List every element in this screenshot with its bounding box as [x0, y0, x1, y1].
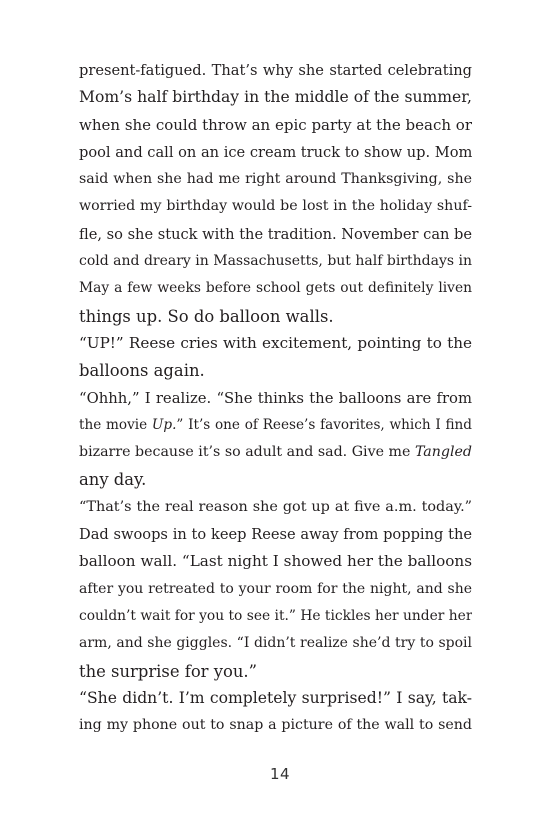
text-run: pool and call on an ice cream truck to show up. Mom	[79, 143, 472, 161]
text-line	[79, 630, 472, 657]
text-run: when she could throw an epic party at the beach or	[79, 115, 472, 134]
text-line	[79, 193, 472, 220]
text-line	[79, 576, 472, 603]
italic-text: Up.	[151, 416, 177, 433]
text-line	[79, 439, 472, 466]
text-run: “She didn’t. I’m completely surprised!” I say, tak-	[79, 688, 472, 707]
text-run: worried my birthday would be lost in the holiday shuf-	[79, 198, 472, 215]
text-line	[79, 84, 472, 111]
text-run: the movie	[79, 416, 152, 433]
text-line	[79, 330, 472, 357]
text-run: couldn’t wait for you to see it.” He tickles her under her	[79, 607, 472, 624]
text-run: ing my phone out to snap a picture of the wall to send	[79, 717, 472, 734]
text-run: said when she had me right around Thanksgiving, she	[79, 171, 472, 188]
text-line	[79, 712, 472, 739]
text-line	[79, 275, 472, 302]
text-line	[79, 521, 472, 548]
text-line	[79, 412, 472, 439]
text-run: “Ohhh,” I realize. “She thinks the balloons are from	[79, 389, 472, 407]
text-line	[79, 466, 472, 493]
page-number: 14	[269, 765, 291, 783]
text-run: arm, and she giggles. “I didn’t realize she’d try to spoil	[79, 635, 472, 652]
text-run: May a few weeks before school gets out definitely liven	[79, 280, 472, 297]
text-line	[79, 357, 472, 384]
text-run: Mom’s half birthday in the middle of the summer,	[79, 88, 472, 107]
text-run: after you retreated to your room for the night, and she	[79, 580, 472, 597]
text-run: balloon wall. “Last night I showed her the balloons	[79, 552, 472, 571]
italic-text: Tangled	[414, 444, 472, 461]
text-line	[79, 494, 472, 521]
text-run: cold and dreary in Massachusetts, but half birthdays in	[79, 253, 472, 270]
text-run: bizarre because it’s so adult and sad. Give me	[79, 444, 415, 461]
text-line	[79, 139, 472, 166]
text-run: fle, so she stuck with the tradition. November can be	[79, 225, 472, 243]
text-run: Dad swoops in to keep Reese away from popping the	[79, 526, 472, 544]
text-run: any day.	[79, 470, 147, 490]
text-run: “UP!” Reese cries with excitement, pointing to the	[79, 333, 472, 352]
body-text	[79, 57, 472, 739]
text-line	[79, 658, 472, 685]
text-line	[79, 603, 472, 630]
text-run: things up. So do balloon walls.	[79, 306, 334, 326]
text-line	[79, 166, 472, 193]
text-run: ” It’s one of Reese’s favorites, which I find	[176, 416, 472, 433]
text-run: the surprise for you.”	[79, 661, 258, 681]
text-run: balloons again.	[79, 361, 205, 381]
text-line	[79, 112, 472, 139]
text-run: present-fatigued. That’s why she started celebrating	[79, 62, 472, 79]
text-line	[79, 57, 472, 84]
text-line	[79, 248, 472, 275]
text-line	[79, 303, 472, 330]
text-line	[79, 385, 472, 412]
text-line	[79, 548, 472, 575]
text-line	[79, 685, 472, 712]
text-run: “That’s the real reason she got up at five a.m. today.”	[79, 498, 472, 515]
text-line	[79, 221, 472, 248]
